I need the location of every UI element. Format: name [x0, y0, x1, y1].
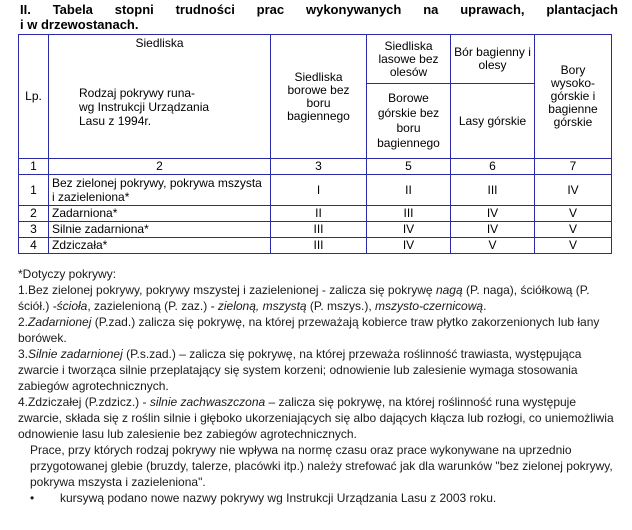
footnote-3-text: (P.s.zad.) – zalicza się pokrywę, na której przeważa roślinność trawiasta, występująca zwarcie i tworząca silnie przeplatający się system korzeni; odnowienie lub zalesienie wymaga stosowania zabiegów agrotechnicznych.	[18, 347, 582, 393]
row-value: V	[535, 222, 612, 238]
footnote-1	[18, 282, 618, 314]
row-value: III	[451, 175, 535, 206]
heading-word: uprawach,	[460, 2, 525, 17]
footnote-4	[18, 394, 618, 442]
header-col3: Siedliska borowe bez boru bagiennego	[271, 35, 367, 159]
footnote-bullet-row	[18, 490, 618, 506]
row-lp: 3	[19, 222, 49, 238]
column-number: 6	[451, 159, 535, 175]
footnote-1-text: (P. naga), ściółkową (P. ściół.)	[18, 283, 590, 313]
footnote-1-text: , zazielenioną (P. zaz.)	[87, 299, 211, 313]
row-value: III	[367, 206, 451, 222]
row-value: II	[271, 206, 367, 222]
row-name: Bez zielonej pokrywy, pokrywa mszysta i zazieleniona*	[49, 175, 271, 206]
column-number: 2	[49, 159, 271, 175]
heading-line-1	[20, 2, 618, 17]
heading-word: stopni	[114, 2, 154, 17]
row-name: Silnie zadarniona*	[49, 222, 271, 238]
footnote-2-text: 2.	[18, 315, 29, 329]
heading-word: plantacjach	[546, 2, 618, 17]
header-lp: Lp.	[19, 35, 49, 159]
row-name: Zdziczała*	[49, 238, 271, 254]
bullet-icon: •	[30, 491, 35, 505]
table-row	[19, 222, 612, 238]
row-value: III	[271, 222, 367, 238]
footnote-1-italic: - zieloną, mszystą	[210, 299, 307, 313]
footnote-2-text: (P.zad.) zalicza się pokrywę, na której przeważają kobierce traw płytko zakorzenionych lub łany borówek.	[18, 315, 600, 345]
footnote-3-text: 3.	[18, 347, 29, 361]
footnote-1-italic: -ścioła	[52, 299, 88, 313]
column-number: 3	[271, 159, 367, 175]
footnote-1-text: (P. mszys.),	[306, 299, 376, 313]
row-value: V	[535, 238, 612, 254]
row-lp: 1	[19, 175, 49, 206]
column-number: 5	[367, 159, 451, 175]
footnote-1-italic: nagą	[435, 283, 463, 297]
header-col5-bottom: Borowe górskie bez boru bagiennego	[367, 84, 451, 159]
footnote-prace: Prace, przy których rodzaj pokrywy nie wpływa na normę czasu oraz prace wykonywane na uprzednio przygotowanej glebie (bruzdy, talerze, placówki itp.) należy strefować jak dla warunków "bez zielonej pokrywy, pokrywa mszysta i zazieleniona".	[30, 443, 613, 489]
row-value: IV	[451, 206, 535, 222]
row-value: IV	[367, 238, 451, 254]
row-lp: 2	[19, 206, 49, 222]
footnote-3	[18, 346, 618, 394]
footnote-2-italic: Zadarnionej	[28, 315, 92, 329]
row-value: IV	[367, 222, 451, 238]
footnote-1-italic: mszysto-czernicową	[375, 299, 484, 313]
difficulty-table	[18, 34, 612, 254]
row-value: III	[271, 238, 367, 254]
row-value: I	[271, 175, 367, 206]
footnotes	[18, 266, 618, 506]
header-siedliska: Siedliska	[135, 36, 184, 50]
header-siedliska-rodzaj	[49, 35, 271, 159]
heading-word: II.	[20, 2, 31, 17]
row-value: V	[451, 238, 535, 254]
footnote-3-italic: Silnie zadarnionej	[28, 347, 123, 361]
footnote-2	[18, 314, 618, 346]
footnote-1-text: .	[483, 299, 487, 313]
table-row	[19, 206, 612, 222]
header-col7: Bory wysoko-górskie i bagienne górskie	[535, 35, 612, 159]
footnote-4-text: 4.Zdziczałej (P.zdzicz.) -	[18, 395, 150, 409]
footnote-4-text: – zalicza się pokrywę, na której roślinność runa występuje zwarcie, składa się z roślin silnie i głęboko ukorzeniających się albo dających kłącza lub rozłogi, co uniemożliwia odnowienie lasu lub zalesienie bez zabiegów agrotechnicznych.	[18, 395, 614, 441]
footnote-title: *Dotyczy pokrywy:	[18, 267, 117, 281]
footnote-bullet-text: kursywą podano nowe nazwy pokrywy wg Instrukcji Urządzania Lasu z 2003 roku.	[60, 491, 497, 505]
table-row	[19, 238, 612, 254]
row-lp: 4	[19, 238, 49, 254]
heading-word: trudności	[175, 2, 235, 17]
row-value: V	[535, 206, 612, 222]
section-heading	[20, 2, 618, 32]
column-number: 7	[535, 159, 612, 175]
heading-word: Tabela	[52, 2, 93, 17]
row-name: Zadarniona*	[49, 206, 271, 222]
footnote-1-text: 1.Bez zielonej pokrywy, pokrywy mszystej i zazielenionej - zalicza się pokrywę	[18, 283, 436, 297]
header-col6-top: Bór bagienny i olesy	[451, 35, 535, 84]
heading-word: na	[423, 2, 439, 17]
footnote-4-italic: silnie zachwaszczona	[149, 395, 266, 409]
row-value: IV	[451, 222, 535, 238]
table-row	[19, 175, 612, 206]
heading-word: wykonywanych	[305, 2, 402, 17]
header-rodzaj: Rodzaj pokrywy runa-wg Instrukcji Urządzania Lasu z 1994r.	[79, 86, 210, 128]
row-value: II	[367, 175, 451, 206]
header-col6-bottom: Lasy górskie	[451, 84, 535, 159]
row-value: IV	[535, 175, 612, 206]
heading-line-2: i w drzewostanach.	[20, 17, 139, 32]
header-col5-top: Siedliska lasowe bez olesów	[367, 35, 451, 84]
column-number: 1	[19, 159, 49, 175]
heading-word: prac	[256, 2, 285, 17]
